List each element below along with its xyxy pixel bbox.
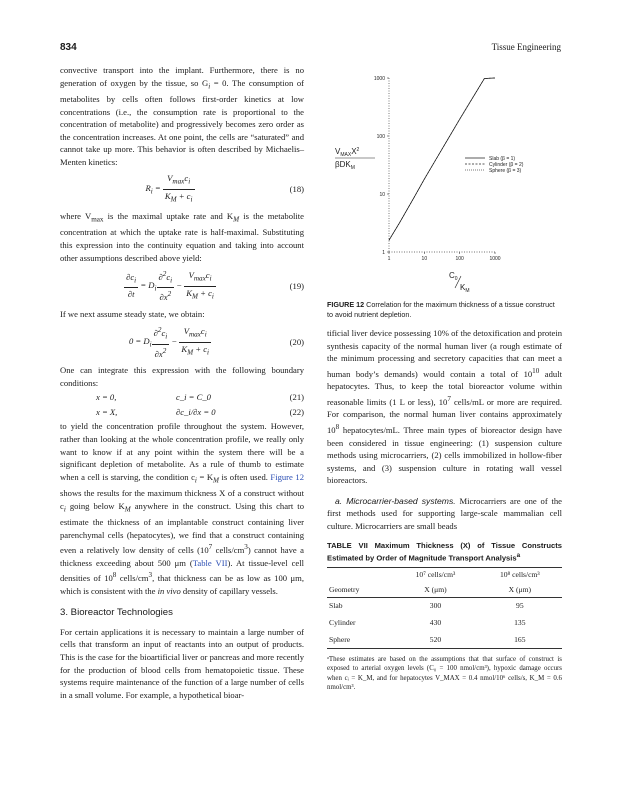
y-tick-label: 10 (379, 192, 385, 198)
table-header: 10⁷ cells/cm³ (415, 570, 456, 580)
paragraph: convective transport into the implant. Furthermore, there is no generation of oxygen by the tissue, so $G_i = 0$. The consumption of metabolites by cells often follows first-order kinetics at low concentrations (i.e., the consumption rate is proportional to the concentration of metabolite) and progressively becomes zero order as the concentration increases. At one point, the cells are “saturated” and cannot take up more. This behavior is often described by Michaelis–Menten kinetics: (60, 65, 304, 167)
series-line-2 (389, 78, 495, 240)
x-axis-label-denominator: $K_M$ (460, 283, 470, 294)
equation-number: (20) (289, 336, 304, 347)
figure-12-chart (327, 64, 562, 296)
section-heading: 3. Bioreactor Technologies (60, 607, 173, 619)
x-tick-label: 1000 (489, 256, 501, 262)
legend-label: Cylinder (β = 2) (489, 162, 524, 168)
equation-number: (18) (289, 183, 304, 194)
right-column (327, 64, 562, 692)
legend-label: Sphere (β = 3) (489, 168, 522, 174)
series-line-3 (389, 78, 495, 240)
equation-18: $R_i$ = $\frac{V_{max}c_i}{K_M + c_i}$ (18) (145, 173, 304, 204)
figure-caption: FIGURE 12 Correlation for the maximum thickness of a tissue construct to avoid nutrient depletion. (327, 300, 555, 319)
y-axis-label-numerator: $V_{MAX}X^2$ (335, 147, 360, 158)
paragraph: tificial liver device possessing 10% of the detoxification and protein synthesis capacity of the normal human liver (a rough estimate of the minimum processing and secretory capacities that can meet a human body’s demands) would contain a total of $10^{10}$ adult hepatocytes. Thus, to keep the total bioreactor volume within reasonable limits (1 L or less), $10^7$ cells/mL or more are required. For comparison, the normal human liver contains approximately $10^8$ hepatocytes/mL. Three main types of bioreactor design have been considered in tissue engineering: (1) suspension culture methods using microcarriers, (2) cells immobilized in hollow-fiber systems, and (3) suspension culture in rotating wall vessel bioreactors. (327, 328, 562, 486)
x-axis-label-numerator: $C_0$ (449, 271, 458, 282)
table-vii (327, 567, 562, 649)
paragraph: One can integrate this expression with the following boundary conditions: (60, 365, 304, 388)
equation-20: $0 = D_i$ $\frac{\partial^2c_i}{\partial x^2}$ − $\frac{V_{max}c_i}{K_M + c_i}$ (20) (128, 326, 304, 359)
running-head: Tissue Engineering (491, 42, 561, 52)
table-header: X (μm) (424, 584, 447, 594)
paragraph: For certain applications it is necessary to maintain a large number of cells that transform an input of reactants into an output of products. This is the case for the bioartificial liver or pancreas and more recently for the production of blood cells from hematopoietic tissue. These systems require maintenance of the function of a large number of cells in a small volume. For example, a hypothetical bioar- (60, 626, 304, 700)
page-number: 834 (60, 42, 77, 53)
x-tick-label: 100 (455, 256, 464, 262)
paragraph: where $V_{max}$ is the maximal uptake rate and $K_M$ is the metabolite concentration at which the uptake rate is half-maximal. Substituting this expression into the continuity equation and taking into account other assumptions described above yield: (60, 211, 304, 263)
x-tick-label: 10 (421, 256, 428, 262)
table-footnote: ᵃThese estimates are based on the assumptions that that surface of construct is exposed to arterial oxygen levels (C₀ = 100 nmol/cm³), hypoxic damage occurs when cᵢ = K_M, and for hepatocytes V_MAX = 0.4 nmol/10⁶ cells/s, K_M = 0.6 nmol/cm³. (327, 656, 562, 691)
left-column (60, 64, 304, 701)
y-tick-label: 100 (376, 134, 385, 140)
table-header: 10⁸ cells/cm³ (499, 570, 540, 580)
subsection-heading: a. Microcarrier-based systems. (335, 495, 456, 506)
y-tick-label: 1 (382, 250, 385, 256)
table-title: TABLE VII Maximum Thickness (X) of Tissue Constructs Estimated by Order of Magnitude Transport Analysis$^a$ (327, 540, 562, 563)
table-vii-link[interactable]: Table VII (192, 557, 228, 568)
series-line-1 (389, 78, 495, 240)
boundary-condition-22: x = X, ∂c_i/∂x = 0 (22) (96, 406, 304, 417)
equation-19: $\frac{\partial c_i}{\partial t}$ = $D_i$ $\frac{\partial^2c_i}{\partial x^2}$ − $\frac{V_{max}c_i}{K_M + c_i}$ (19) (126, 270, 304, 303)
equation-number: (19) (289, 280, 304, 291)
table-row: Sphere 520 165 (327, 632, 562, 649)
paragraph: to yield the concentration profile throughout the system. However, rather than looking at the whole concentration profile, we really only want to know if at any point within the system there will be a significant depletion of metabolite. As a rule of thumb to estimate when a cell is starving, the condition $c_i = K_M$ is often used. Figure 12 shows the results for the maximum thickness X of a construct without $c_i$ going below $K_M$ anywhere in the construct. Using this chart to estimate the thickness of an implantable construct containing liver parenchymal cells (hepatocytes), we find that a construct containing even a relatively low density of cells ($10^7$ cells/$cm^3$) cannot have a thickness exceeding about 500 μm (Table VII). At tissue-level cell densities of $10^8$ cells/$cm^3$, that thickness can be as low as 100 μm, which is consistent with the in vivo density of capillary vessels. (60, 421, 304, 596)
table-header (327, 568, 393, 583)
table-header: Geometry (329, 584, 360, 594)
y-axis-label-denominator: βDK$_M$ (335, 160, 355, 171)
table-row: Cylinder 430 135 (329, 617, 526, 627)
x-tick-label: 1 (387, 256, 391, 262)
legend-label: Slab (β = 1) (489, 156, 516, 162)
table-header: X (μm) (508, 584, 532, 594)
boundary-condition-21: x = 0, c_i = C_0 (21) (96, 392, 304, 403)
paragraph: If we next assume steady state, we obtain: (60, 308, 205, 319)
y-tick-label: 1000 (373, 76, 385, 82)
table-row: Slab 300 95 (329, 601, 524, 611)
figure-12 (327, 64, 562, 296)
figure-12-link[interactable]: Figure 12 (270, 471, 304, 482)
paragraph: a. Microcarrier-based systems. Microcarriers are one of the first methods used for supporting large-scale mammalian cell culture. Microcarriers are small beads (327, 495, 562, 532)
